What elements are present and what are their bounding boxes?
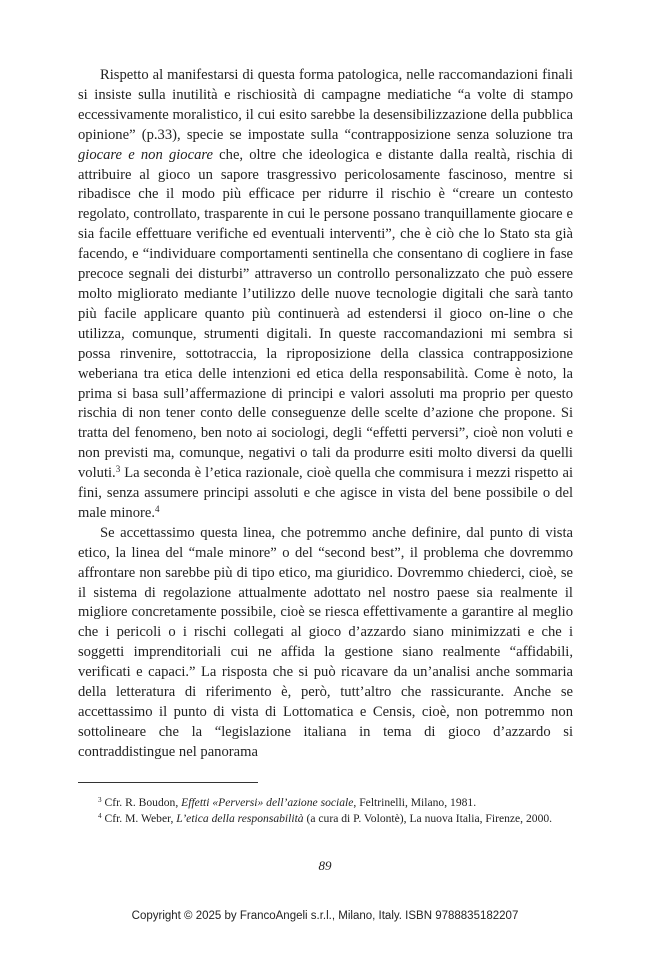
copyright-notice: Copyright © 2025 by FrancoAngeli s.r.l., Milano, Italy. ISBN 9788835182207 [131, 910, 519, 922]
footnote-title: L’etica della responsabilità [176, 811, 304, 825]
body-text [78, 66, 573, 763]
page-number: 89 [318, 858, 332, 873]
footnote-ref-3[interactable]: 3 [115, 464, 121, 475]
footnote-divider [78, 782, 258, 783]
paragraph-1: Rispetto al manifestarsi di questa forma patologica, nelle raccomandazioni finali si insiste sulla inutilità e rischiosità di campagne mediatiche “a volte di stampo eccessivamente moralistico, il cui esito sarebbe la desensibilizzazione della pubblica opinione” (p.33), specie se impostate sulla “contrapposizione senza soluzione tra giocare e non giocare che, oltre che ideologica e distante dalla realtà, rischia di attribuire al gioco un sapore trasgressivo pericolosamente fascinoso, mentre si ribadisce che il modo più efficace per ridurre il rischio è “creare un contesto regolato, controllato, trasparente in cui le persone possano tranquillamente giocare e sia facile effettuare verifiche ed eventuali interventi”, che è ciò che lo Stato sta già facendo, e “individuare comportamenti sentinella che consentano di cogliere in fase precoce segnali dei disturbi” attraverso un controllo personalizzato che può essere molto migliorato mediante l’utilizzo delle nuove tecnologie digitali che sarà tanto più facile applicare quanto più continuerà ad estendersi il gioco on-line o che utilizza, comunque, strumenti digitali. In queste raccomandazioni mi sembra si possa rinvenire, sottotraccia, la riproposizione della classica contrapposizione weberiana tra etica delle intenzioni ed etica della responsabilità. Come è noto, la prima si basa sull’affermazione di principi e valori assoluti ma proprio per questo rischia di non tener conto delle conseguenze delle scelte d’azione che propone. Si tratta del fenomeno, ben noto ai sociologi, degli “effetti perversi”, cioè non voluti e non previsti ma, comunque, negativi o tali da produrre esiti molto diversi da quelli voluti.$^3$ La seconda è l’etica razionale, cioè quella che commisura i mezzi rispetto ai fini, senza assumere principi assoluti e che agisce in vista del bene possibile o del male minore.$^4$ [78, 67, 573, 521]
footnote-4: $^4$ Cfr. M. Weber, L’etica della responsabilità (a cura di P. Volontè), La nuova Italia, Firenze, 2000. [98, 811, 553, 825]
footnote-ref-4[interactable]: 4 [155, 503, 160, 514]
footnote-3: $^3$ Cfr. R. Boudon, Effetti «Perversi» dell’azione sociale, Feltrinelli, Milano, 1981. [98, 796, 477, 809]
footnotes [78, 795, 573, 826]
paragraph-2: Se accettassimo questa linea, che potremmo anche definire, dal punto di vista etico, la linea del “male minore” o del “second best”, il problema che dovremmo affrontare non sarebbe più di tipo etico, ma giuridico. Dovremmo chiederci, cioè, se il sistema di regolazione attualmente adottato nel nostro paese sia realmente il migliore concretamente possibile, cioè se riesca effettivamente a garantire al meglio che i pericoli o i rischi collegati al gioco d’azzardo siano minimizzati e che i soggetti imprenditoriali cui ne affida la gestione siano realmente “affidabili, verificati e capaci.” La risposta che si può ricavare da un’analisi anche sommaria della letteratura di riferimento è, però, tutt’altro che rassicurante. Anche se accettassimo il punto di vista di Lottomatica e Censis, cioè, non potremmo non sottolineare che la “legislazione italiana in tema di gioco d’azzardo si contraddistingue nel panorama [78, 524, 573, 760]
emphasis-giocare: giocare e non giocare [78, 146, 213, 163]
footnote-title: Effetti «Perversi» dell’azione sociale [181, 796, 354, 809]
